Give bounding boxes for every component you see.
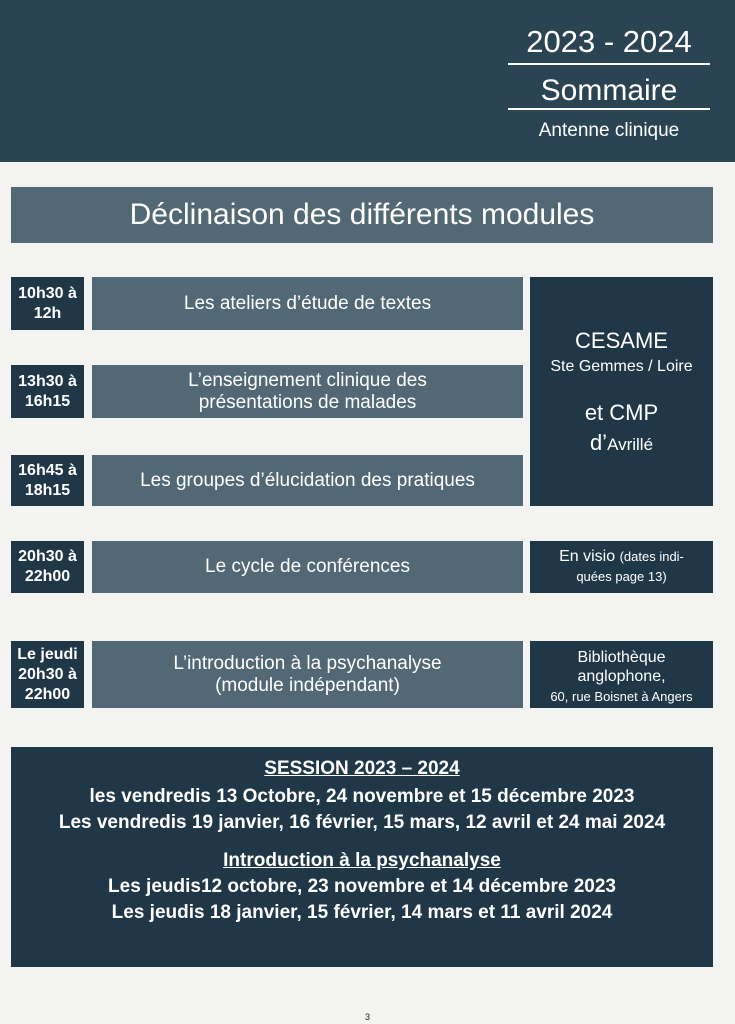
place-cesame bbox=[530, 277, 713, 506]
time-slot-3: 16h45 à 18h15 bbox=[11, 455, 84, 506]
session-line-2: Les vendredis 19 janvier, 16 février, 15 mars, 12 avril et 24 mai 2024 bbox=[58, 812, 666, 833]
time-slot-5: Le jeudi 20h30 à 22h00 bbox=[11, 641, 84, 708]
library-address: 60, rue Boisnet à Angers bbox=[550, 689, 693, 704]
session-box bbox=[11, 747, 713, 967]
cmp-d: d’ bbox=[589, 430, 608, 455]
intro-line-1: Les jeudis12 octobre, 23 novembre et 14 décembre 2023 bbox=[108, 876, 616, 897]
module-groupes-elucidation: Les groupes d’élucidation des pratiques bbox=[92, 455, 523, 506]
header-subtitle: Antenne clinique bbox=[538, 120, 680, 141]
time-slot-1: 10h30 à 12h bbox=[11, 277, 84, 330]
header bbox=[0, 0, 735, 162]
module-ateliers: Les ateliers d’étude de textes bbox=[92, 277, 523, 330]
header-divider-bottom bbox=[508, 108, 710, 110]
module-enseignement-clinique: L’enseignement clinique des présentations de malades bbox=[92, 365, 523, 418]
header-divider-top bbox=[508, 63, 710, 65]
header-title: Sommaire bbox=[540, 74, 678, 107]
page-number: 3 bbox=[364, 1012, 370, 1022]
session-title: SESSION 2023 – 2024 bbox=[264, 758, 460, 779]
place-visio bbox=[530, 541, 713, 593]
modules-banner: Déclinaison des différents modules bbox=[11, 187, 713, 243]
session-line-1: les vendredis 13 Octobre, 24 novembre et 15 décembre 2023 bbox=[89, 786, 635, 807]
header-year: 2023 - 2024 bbox=[526, 24, 692, 59]
time-slot-4: 20h30 à 22h00 bbox=[11, 541, 84, 593]
cmp-avrille-name: Avrillé bbox=[607, 435, 654, 454]
cesame-location: Ste Gemmes / Loire bbox=[550, 358, 693, 375]
cmp-and: et CMP bbox=[584, 400, 659, 425]
cesame-name: CESAME bbox=[575, 328, 668, 353]
visio-note: (dates indi- quées page 13) bbox=[576, 549, 684, 584]
intro-title: Introduction à la psychanalyse bbox=[223, 850, 501, 871]
place-library bbox=[530, 641, 713, 708]
visio-title: En visio bbox=[559, 548, 616, 565]
module-introduction: L’introduction à la psychanalyse (module indépendant) bbox=[92, 641, 523, 708]
time-slot-2: 13h30 à 16h15 bbox=[11, 365, 84, 418]
module-conferences: Le cycle de conférences bbox=[92, 541, 523, 593]
intro-line-2: Les jeudis 18 janvier, 15 février, 14 mars et 11 avril 2024 bbox=[111, 902, 613, 923]
library-name: Bibliothèque anglophone, bbox=[577, 649, 666, 685]
cmp-avrille bbox=[530, 430, 713, 456]
